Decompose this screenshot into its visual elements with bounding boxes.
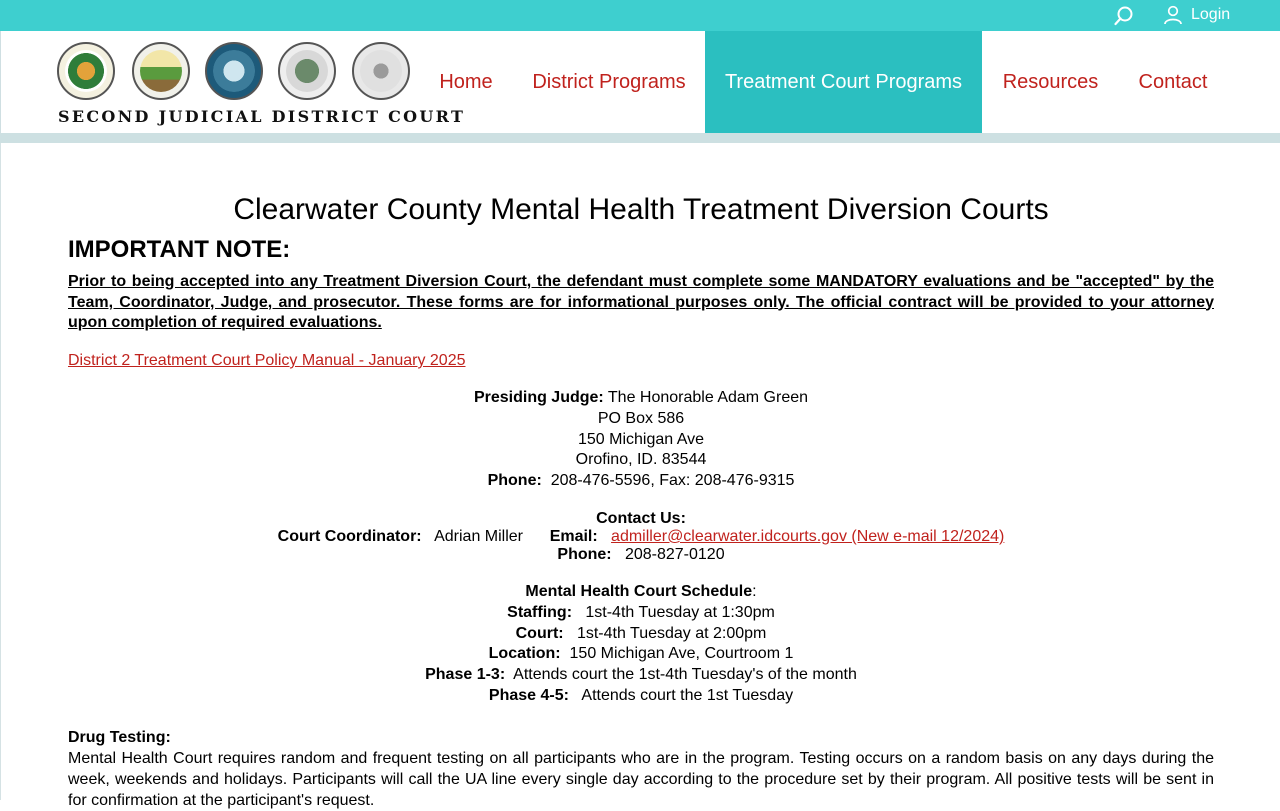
schedule-heading-line — [1, 583, 1280, 601]
coordinator-phone-line — [1, 546, 1280, 564]
schedule-label: Location: — [488, 645, 561, 662]
judge-street: 150 Michigan Ave — [577, 431, 704, 448]
login-link[interactable] — [1163, 4, 1230, 26]
schedule-heading-colon: : — [752, 583, 757, 600]
user-icon — [1163, 5, 1183, 25]
page-title: Clearwater County Mental Health Treatment Diversion Courts — [233, 193, 1049, 226]
important-heading: IMPORTANT NOTE: — [68, 236, 291, 263]
login-label: Login — [1191, 6, 1231, 23]
schedule-label: Court: — [515, 625, 564, 642]
schedule-heading: Mental Health Court Schedule — [525, 583, 753, 600]
judge-name: The Honorable Adam Green — [607, 389, 809, 406]
policy-manual-link[interactable]: District 2 Treatment Court Policy Manual - January 2025 — [68, 352, 466, 369]
nav-treatment-court-programs[interactable] — [705, 31, 982, 133]
schedule-value: 1st-4th Tuesday at 1:30pm — [585, 604, 775, 621]
judge-phone-label: Phone: — [487, 472, 542, 489]
coordinator-phone-label: Phone: — [557, 546, 612, 563]
main-content — [0, 143, 1280, 809]
schedule-row — [1, 625, 1280, 643]
schedule-label: Phase 1-3: — [425, 666, 506, 683]
judge-label: Presiding Judge: — [473, 389, 604, 406]
clearwater-county-seal — [205, 42, 263, 100]
court-name: SECOND JUDICIAL DISTRICT COURT — [58, 107, 466, 126]
coordinator-email-link[interactable]: admiller@clearwater.idcourts.gov (New e-mail 12/2024) — [611, 528, 1005, 545]
schedule-value: Attends court the 1st-4th Tuesday's of the month — [513, 666, 857, 683]
county-seals[interactable] — [57, 42, 417, 104]
nav-home-label: Home — [439, 70, 493, 93]
important-notice: Prior to being accepted into any Treatment Diversion Court, the defendant must complete some MANDATORY evaluations and be "accepted" by the Team, Coordinator, Judge, and prosecutor. These forms are for informational purposes only. The official contract will be provided to your attorney upon completion of required evaluations. — [68, 273, 1214, 331]
nav-district-programs-label: District Programs — [532, 70, 686, 93]
schedule-row — [1, 645, 1280, 663]
drug-testing-text: Mental Health Court requires random and frequent testing on all participants who are in the program. Testing occurs on a random basis on any days during the week, weekends and holidays. Participants will call the UA line every single day according to the procedure set by their program. All positive tests will be sent in for confirmation at the participant's request. — [68, 750, 1214, 809]
latah-county-seal — [132, 42, 190, 100]
coordinator-line — [1, 528, 1280, 546]
nav-home[interactable] — [439, 31, 493, 133]
nav-resources-label: Resources — [1002, 70, 1099, 93]
judge-city: Orofino, ID. 83544 — [575, 451, 707, 468]
top-bar — [0, 0, 1280, 31]
nav-contact-label: Contact — [1138, 70, 1208, 93]
email-label: Email: — [549, 528, 598, 545]
nav-treatment-court-programs-label: Treatment Court Programs — [724, 70, 963, 93]
contact-heading: Contact Us: — [596, 510, 686, 527]
site-header — [0, 31, 1280, 133]
lewis-county-seal — [352, 42, 410, 100]
schedule-row — [1, 687, 1280, 705]
schedule-value: Attends court the 1st Tuesday — [581, 687, 794, 704]
search-icon[interactable] — [1113, 5, 1135, 27]
coordinator-label: Court Coordinator: — [277, 528, 422, 545]
nav-district-programs[interactable] — [532, 31, 686, 133]
schedule-value: 150 Michigan Ave, Courtroom 1 — [569, 645, 794, 662]
schedule-row — [1, 666, 1280, 684]
schedule-value: 1st-4th Tuesday at 2:00pm — [576, 625, 767, 642]
judge-phone: 208-476-5596, Fax: 208-476-9315 — [550, 472, 795, 489]
coordinator-name: Adrian Miller — [434, 528, 524, 545]
schedule-row — [1, 604, 1280, 622]
judge-line — [1, 389, 1280, 407]
idaho-county-seal — [278, 42, 336, 100]
nez-perce-county-seal — [57, 42, 115, 100]
nav-resources[interactable] — [1002, 31, 1099, 133]
judge-po-box: PO Box 586 — [597, 410, 685, 427]
schedule-label: Staffing: — [507, 604, 573, 621]
coordinator-phone: 208-827-0120 — [624, 546, 725, 563]
schedule-label: Phase 4-5: — [488, 687, 569, 704]
drug-testing-heading: Drug Testing: — [68, 729, 171, 746]
header-divider — [0, 133, 1280, 143]
judge-phone-line — [1, 472, 1280, 490]
nav-contact[interactable] — [1138, 31, 1208, 133]
